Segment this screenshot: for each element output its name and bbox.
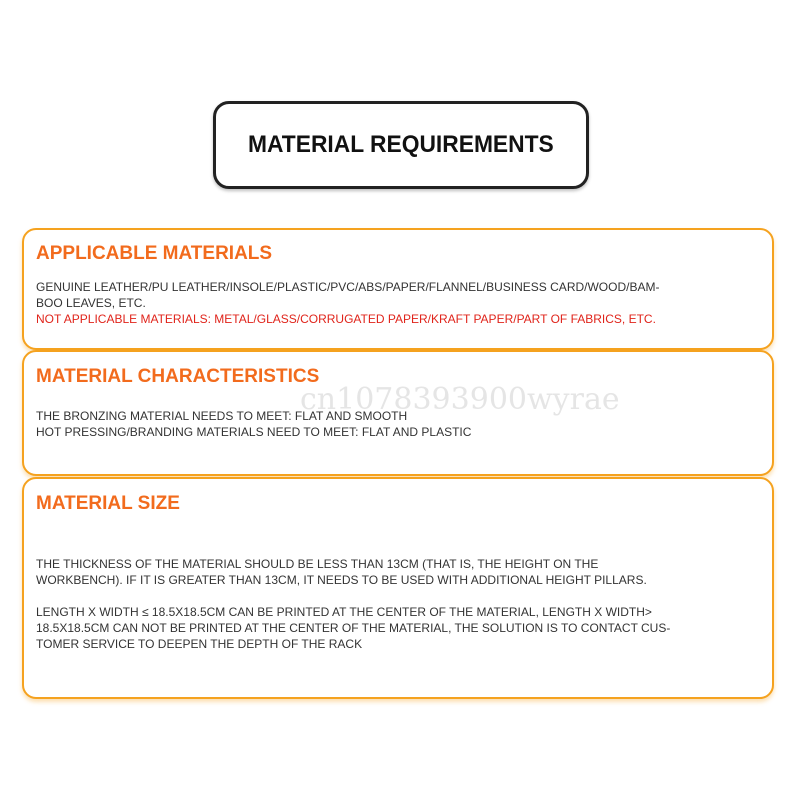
text-line: LENGTH X WIDTH ≤ 18.5X18.5CM CAN BE PRINTED AT THE CENTER OF THE MATERIAL, LENGTH X WIDTH> <box>36 605 652 619</box>
text-line: HOT PRESSING/BRANDING MATERIALS NEED TO MEET: FLAT AND PLASTIC <box>36 425 472 439</box>
section-heading-applicable-materials: APPLICABLE MATERIALS <box>36 243 273 264</box>
text-line: TOMER SERVICE TO DEEPEN THE DEPTH OF THE RACK <box>36 637 363 651</box>
page-title: MATERIAL REQUIREMENTS <box>248 131 554 158</box>
title-box <box>213 101 589 189</box>
text-line: THE THICKNESS OF THE MATERIAL SHOULD BE LESS THAN 13CM (THAT IS, THE HEIGHT ON THE <box>36 557 599 571</box>
text-line: BOO LEAVES, ETC. <box>36 296 146 310</box>
section-heading-material-size: MATERIAL SIZE <box>36 493 180 514</box>
material-size-dimensions-text <box>36 604 766 652</box>
text-line: 18.5X18.5CM CAN NOT BE PRINTED AT THE CENTER OF THE MATERIAL, THE SOLUTION IS TO CONTACT CUS- <box>36 621 671 635</box>
material-size-thickness-text <box>36 556 766 588</box>
text-line: GENUINE LEATHER/PU LEATHER/INSOLE/PLASTIC/PVC/ABS/PAPER/FLANNEL/BUSINESS CARD/WOOD/BAM- <box>36 280 660 294</box>
applicable-materials-text <box>36 279 766 327</box>
watermark-text: cn1078393900wyrae <box>300 382 620 417</box>
material-characteristics-text <box>36 408 766 440</box>
section-heading-material-characteristics: MATERIAL CHARACTERISTICS <box>36 366 320 387</box>
text-line: WORKBENCH). IF IT IS GREATER THAN 13CM, IT NEEDS TO BE USED WITH ADDITIONAL HEIGHT PILLARS. <box>36 573 647 587</box>
not-applicable-warning: NOT APPLICABLE MATERIALS: METAL/GLASS/CORRUGATED PAPER/KRAFT PAPER/PART OF FABRICS, ETC. <box>36 312 656 326</box>
text-line: THE BRONZING MATERIAL NEEDS TO MEET: FLAT AND SMOOTH <box>36 409 408 423</box>
